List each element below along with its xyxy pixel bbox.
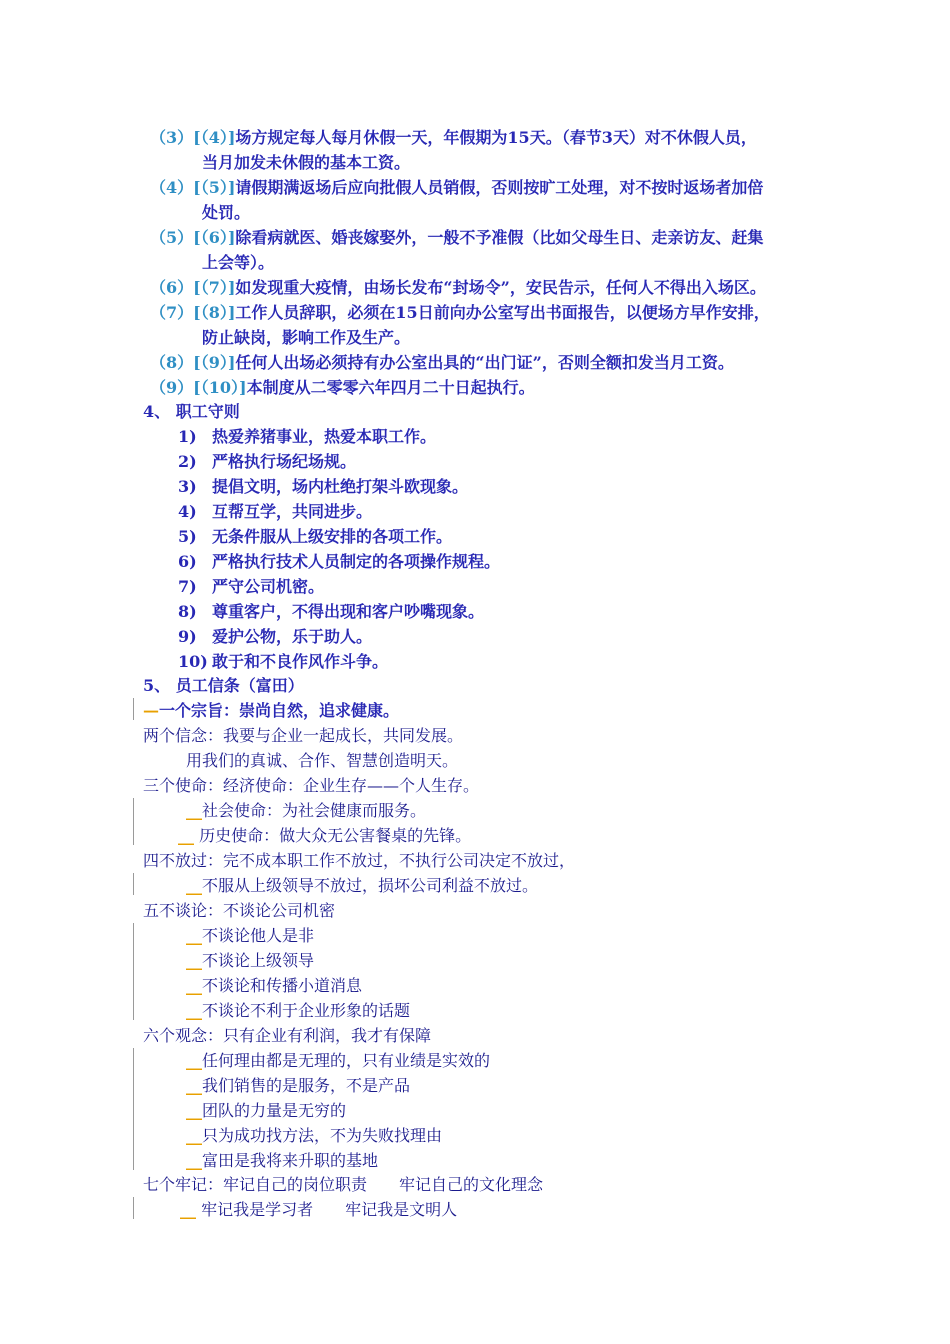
revision-mark: — [143,701,159,720]
rule-5-line-2 [202,252,274,274]
rule-number: （3） [150,128,194,147]
rule-7-line-2 [202,327,410,349]
rule-text-cont: 处罚。 [202,203,251,222]
list-item-number: 3) [178,477,197,496]
creed-text: 富田是我将来升职的基地 [202,1151,379,1170]
list-item-text: 严格执行场纪场规。 [212,452,357,471]
creed-text: 不谈论上级领导 [202,951,315,970]
list-item-text: 严格执行技术人员制定的各项操作规程。 [212,552,501,571]
creed-line [186,1000,410,1022]
list-item-text: 敢于和不良作风作斗争。 [212,652,389,671]
rule-text: 请假期满返场后应向批假人员销假，否则按旷工处理，对不按时返场者加倍 [235,178,764,197]
revision-number: [（10）] [193,378,247,397]
change-bar [133,1197,134,1219]
list-item [178,626,372,648]
creed-line [186,925,314,947]
list-item [178,501,372,523]
rule-number: （6） [150,278,194,297]
rule-4-line-1 [150,177,763,199]
revision-mark: __ [186,926,202,945]
creed-line [186,950,314,972]
creed-line [178,825,471,847]
rule-5-line-1 [150,227,763,249]
rule-6-line-1 [150,277,766,299]
creed-text: 任何理由都是无理的，只有业绩是实效的 [202,1051,491,1070]
creed-line: 三个使命：经济使命：企业生存——个人生存。 [143,776,480,795]
rule-text-cont: 当月加发未休假的基本工资。 [202,153,411,172]
revision-mark: __ [186,876,202,895]
revision-mark: __ [186,976,202,995]
creed-line: 用我们的真诚、合作、智慧创造明天。 [186,751,459,770]
creed-text: 团队的力量是无穷的 [202,1101,347,1120]
rule-number: （4） [150,178,194,197]
rule-4-line-2 [202,202,250,224]
list-item-number: 7) [178,577,197,596]
list-item [178,576,324,598]
list-item-text: 尊重客户，不得出现和客户吵嘴现象。 [212,602,485,621]
list-item-number: 4) [178,502,197,521]
change-bar [133,923,134,1020]
list-item-number: 5) [178,527,197,546]
revision-mark: __ [186,1076,202,1095]
list-item [178,551,500,573]
creed-line: 六个观念：只有企业有利润，我才有保障 [143,1026,432,1045]
change-bar [133,798,134,845]
revision-number: [（9）] [193,353,236,372]
revision-number: [（6）] [193,228,236,247]
creed-text: 不谈论和传播小道消息 [202,976,363,995]
creed-line: 两个信念：我要与企业一起成长，共同发展。 [143,726,464,745]
rule-number: （9） [150,378,194,397]
rule-3-line-2 [202,152,410,174]
revision-mark: __ [186,951,202,970]
list-item [178,651,388,673]
revision-number: [（8）] [193,303,236,322]
list-item-number: 8) [178,602,197,621]
rule-text-cont: 上会等）。 [202,253,275,272]
rule-text: 如发现重大疫情，由场长发布“封场令”，安民告示，任何人不得出入场区。 [235,278,766,297]
creed-text: 只为成功找方法，不为失败找理由 [202,1126,443,1145]
rule-number: （8） [150,353,194,372]
section-5-heading: 5、 员工信条（富田） [143,676,304,695]
creed-line [180,1199,457,1221]
rule-text: 本制度从二零零六年四月二十日起执行。 [246,378,535,397]
revision-mark: __ [178,826,194,845]
list-item-text: 热爱养猪事业，热爱本职工作。 [212,427,437,446]
revision-number: [（5）] [193,178,236,197]
revision-number: [（4）] [193,128,236,147]
revision-mark: __ [186,1101,202,1120]
creed-line [186,1050,490,1072]
list-item [178,601,484,623]
revision-mark: __ [186,1151,202,1170]
creed-line [186,800,426,822]
list-item-text: 严守公司机密。 [212,577,325,596]
rule-7-line-1 [150,302,770,324]
change-bar [133,698,134,720]
creed-line [186,1075,410,1097]
revision-mark: __ [186,801,202,820]
rule-text: 任何人出场必须持有办公室出具的“出门证”，否则全额扣发当月工资。 [235,353,734,372]
creed-text: 不谈论他人是非 [202,926,315,945]
list-item-number: 6) [178,552,197,571]
creed-text: 我们销售的是服务，不是产品 [202,1076,411,1095]
rule-8-line-1 [150,352,734,374]
rule-9-line-1 [150,377,535,399]
rule-3-line-1 [150,127,757,149]
list-item-number: 10) [178,652,208,671]
creed-line [186,875,538,897]
list-item-number: 9) [178,627,197,646]
creed-line [186,975,362,997]
list-item-number: 2) [178,452,197,471]
change-bar [133,1048,134,1170]
creed-text: 不谈论不利于企业形象的话题 [202,1001,411,1020]
creed-line: 五不谈论：不谈论公司机密 [143,901,336,920]
list-item [178,476,468,498]
creed-text: 牢记我是学习者 牢记我是文明人 [196,1200,458,1219]
creed-text: 一个宗旨：崇尚自然，追求健康。 [159,701,400,720]
list-item-text: 无条件服从上级安排的各项工作。 [212,527,453,546]
creed-line [186,1125,442,1147]
rule-text: 场方规定每人每月休假一天，年假期为15天。（春节3天）对不休假人员， [235,128,757,147]
list-item [178,426,436,448]
revision-mark: __ [180,1200,196,1219]
creed-line [143,700,399,722]
creed-text: 历史使命：做大众无公害餐桌的先锋。 [194,826,472,845]
rule-number: （7） [150,303,194,322]
rule-number: （5） [150,228,194,247]
list-item-number: 1) [178,427,197,446]
change-bar [133,873,134,895]
list-item-text: 互帮互学，共同进步。 [212,502,373,521]
creed-text: 不服从上级领导不放过，损坏公司利益不放过。 [202,876,539,895]
revision-mark: __ [186,1126,202,1145]
revision-mark: __ [186,1051,202,1070]
creed-line [186,1150,378,1172]
rule-text-cont: 防止缺岗，影响工作及生产。 [202,328,411,347]
creed-text: 社会使命：为社会健康而服务。 [202,801,427,820]
creed-line [186,1100,346,1122]
creed-line: 四不放过：完不成本职工作不放过，不执行公司决定不放过， [143,851,576,870]
list-item [178,526,452,548]
section-4-heading: 4、 职工守则 [143,402,240,421]
revision-mark: __ [186,1001,202,1020]
rule-text: 除看病就医、婚丧嫁娶外，一般不予准假（比如父母生日、走亲访友、赶集 [235,228,764,247]
list-item-text: 提倡文明，场内杜绝打架斗欧现象。 [212,477,469,496]
revision-number: [（7）] [193,278,236,297]
list-item-text: 爱护公物，乐于助人。 [212,627,373,646]
creed-line: 七个牢记：牢记自己的岗位职责 牢记自己的文化理念 [143,1175,544,1194]
rule-text: 工作人员辞职，必须在15日前向办公室写出书面报告，以便场方早作安排， [235,303,770,322]
list-item [178,451,356,473]
